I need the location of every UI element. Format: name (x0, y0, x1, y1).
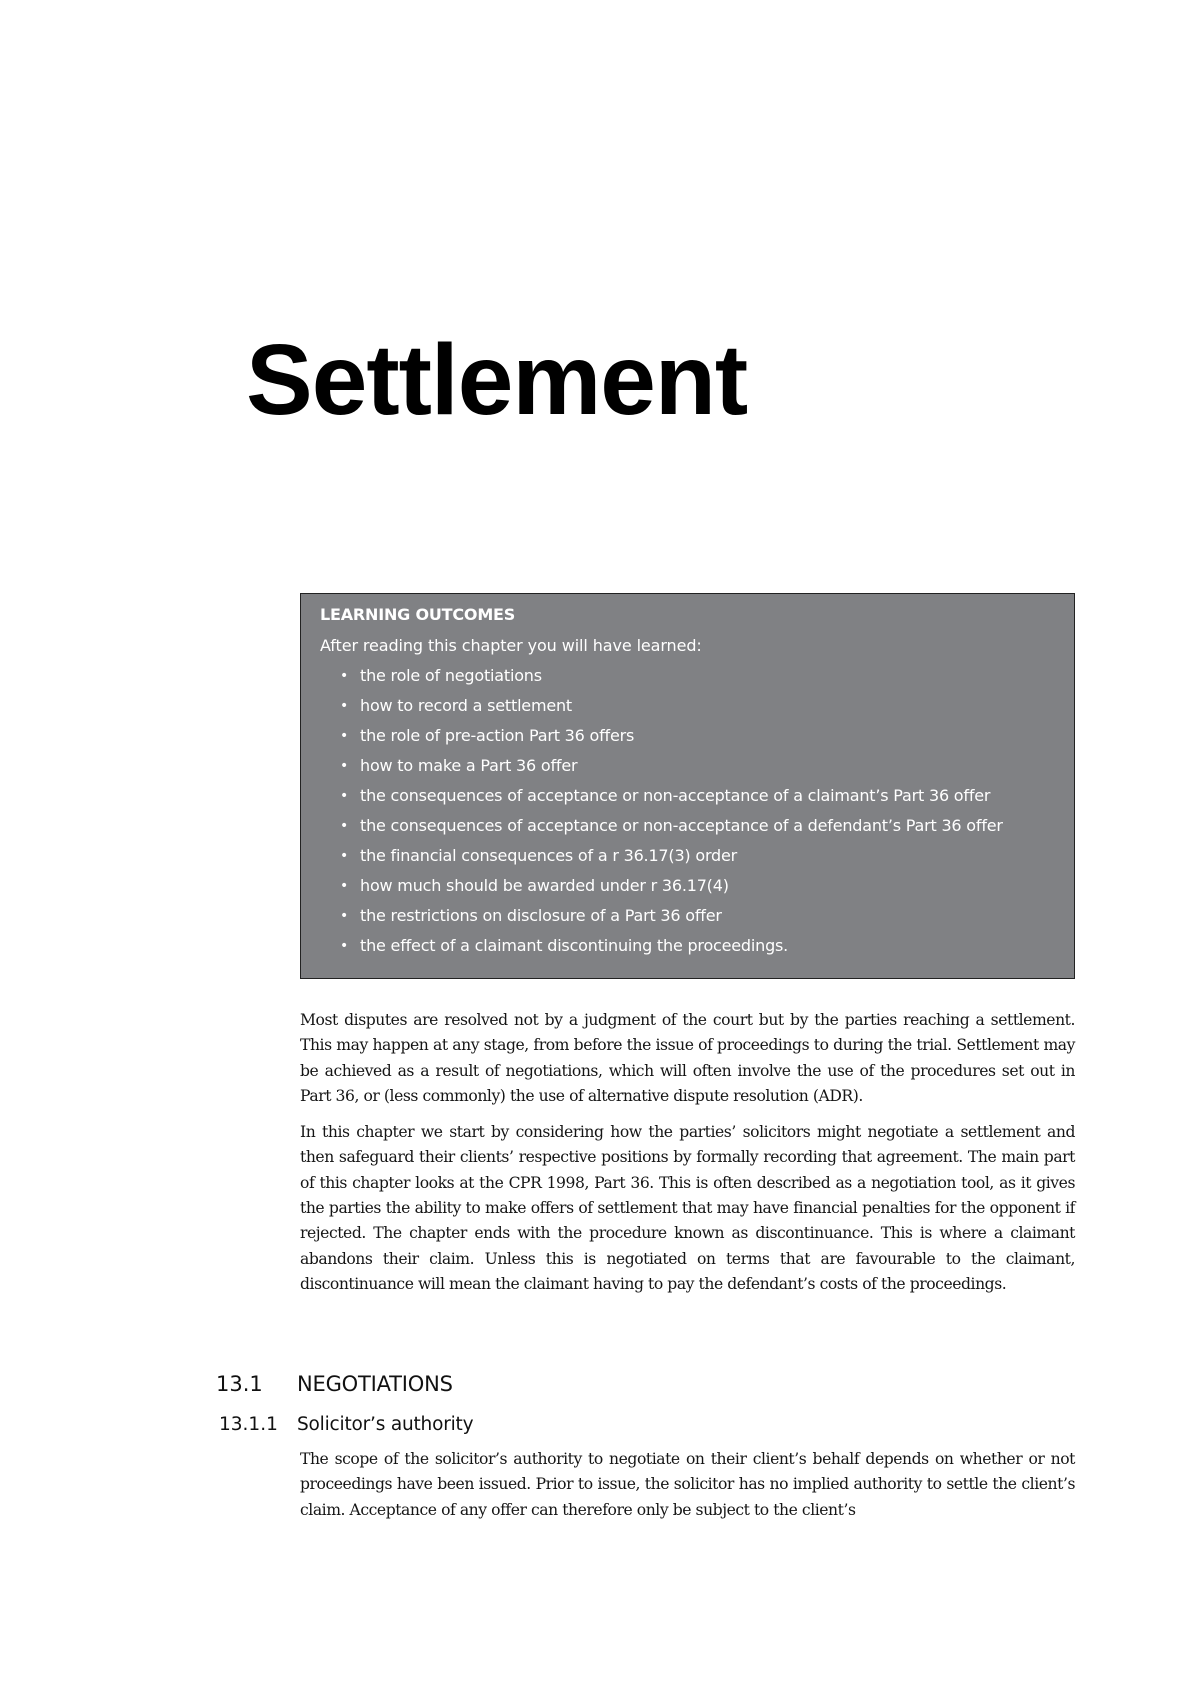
learning-outcome-text: the restrictions on disclosure of a Part 36 offer (360, 905, 722, 925)
bullet-dot-icon: • (340, 697, 349, 714)
chapter-introduction (300, 1008, 1075, 1308)
learning-outcome-text: the consequences of acceptance or non-acceptance of a claimant’s Part 36 offer (360, 785, 991, 805)
bullet-dot-icon: • (340, 727, 349, 744)
learning-outcome-item (340, 871, 1056, 901)
bullet-dot-icon: • (340, 817, 349, 834)
bullet-dot-icon: • (340, 667, 349, 684)
learning-outcomes-box (300, 593, 1075, 979)
learning-outcome-text: the financial consequences of a r 36.17(3) order (360, 845, 738, 865)
bullet-dot-icon: • (340, 907, 349, 924)
section-heading (216, 1372, 453, 1396)
learning-outcome-text: how to make a Part 36 offer (360, 755, 578, 775)
learning-outcome-item (340, 841, 1056, 871)
learning-outcome-text: the effect of a claimant discontinuing the proceedings. (360, 935, 789, 955)
learning-outcome-text: the role of negotiations (360, 665, 542, 685)
bullet-dot-icon: • (340, 877, 349, 894)
bullet-dot-icon: • (340, 937, 349, 954)
learning-outcome-text: how to record a settlement (360, 695, 572, 715)
body-paragraph: The scope of the solicitor’s authority to negotiate on their client’s behalf depends on whether or not proceedings have been issued. Prior to issue, the solicitor has no implied authority to settle the client’s claim. Acceptance of any offer can therefore only be subject to the client’s (300, 1450, 1075, 1519)
bullet-dot-icon: • (340, 757, 349, 774)
bullet-dot-icon: • (340, 847, 349, 864)
learning-outcome-text: the consequences of acceptance or non-acceptance of a defendant’s Part 36 offer (360, 815, 1003, 835)
learning-outcomes-intro: After reading this chapter you will have learned: (320, 636, 702, 656)
chapter-title: Settlement (246, 324, 748, 436)
learning-outcome-item (340, 811, 1056, 841)
bullet-dot-icon: • (340, 787, 349, 804)
learning-outcomes-list (320, 661, 1056, 961)
learning-outcome-item (340, 781, 1056, 811)
subsection-number: 13.1.1 (219, 1414, 278, 1435)
learning-outcome-item (340, 751, 1056, 781)
learning-outcome-text: how much should be awarded under r 36.17(4) (360, 875, 729, 895)
subsection-body (300, 1447, 1075, 1534)
learning-outcome-text: the role of pre-action Part 36 offers (360, 725, 635, 745)
subsection-heading (219, 1414, 473, 1435)
learning-outcome-item (340, 691, 1056, 721)
learning-outcome-item (340, 721, 1056, 751)
learning-outcome-item (340, 661, 1056, 691)
subsection-title: Solicitor’s authority (297, 1414, 474, 1435)
learning-outcomes-heading: LEARNING OUTCOMES (320, 605, 516, 624)
learning-outcome-item (340, 901, 1056, 931)
learning-outcome-item (340, 931, 1056, 961)
section-title: NEGOTIATIONS (297, 1372, 453, 1396)
body-paragraph: In this chapter we start by considering how the parties’ solicitors might negotiate a settlement and then safeguard their clients’ respective positions by formally recording that agreement. The main part of this chapter looks at the CPR 1998, Part 36. This is often described as a negotiation tool, as it gives the parties the ability to make offers of settlement that may have financial penalties for the opponent if rejected. The chapter ends with the procedure known as discontinuance. This is where a claimant abandons their claim. Unless this is negotiated on terms that are favourable to the claimant, discontinuance will mean the claimant having to pay the defendant’s costs of the proceedings. (300, 1123, 1075, 1293)
body-paragraph: Most disputes are resolved not by a judgment of the court but by the parties reaching a settlement. This may happen at any stage, from before the issue of proceedings to during the trial. Settlement may be achieved as a result of negotiations, which will often involve the use of the procedures set out in Part 36, or (less commonly) the use of alternative dispute resolution (ADR). (300, 1011, 1075, 1105)
section-number: 13.1 (216, 1372, 263, 1396)
